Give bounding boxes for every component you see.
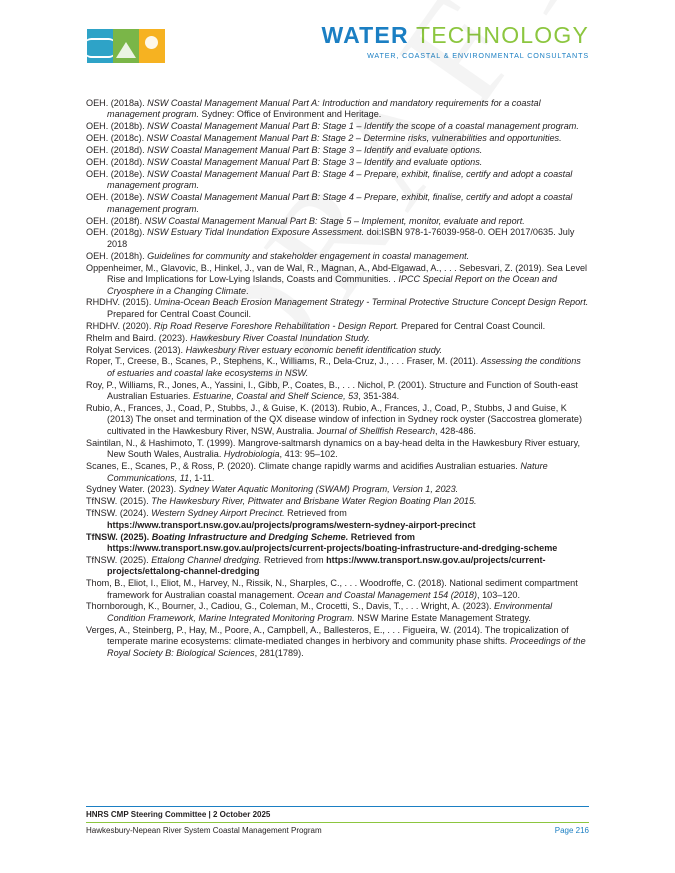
reference-text-run: , 1-11. (189, 472, 215, 483)
reference-entry (86, 169, 589, 192)
reference-text-run: Saintilan, N., & Hashimoto, T. (1999). Mangrove-saltmarsh dynamics on a bay-head delta in the Hawkesbury River estuary, New South Wales, Australia. (86, 437, 580, 460)
reference-text-run: NSW Coastal Management Manual Part B: Stage 4 – Prepare, exhibit, finalise, certify and adopt a coastal management program. (107, 168, 573, 191)
reference-text-run: Prepared for Central Coast Council. (398, 320, 546, 331)
reference-text-run: OEH. (2018d). (86, 145, 148, 156)
reference-text-run: Proceedings of the Royal Society B: Biological Sciences (107, 636, 586, 658)
reference-text-run: Retrieved from (348, 531, 415, 542)
logo-sun-panel (139, 29, 165, 63)
reference-text-run: NSW Marine Estate Management Strategy. (354, 612, 531, 623)
reference-entry (86, 555, 589, 578)
reference-text-run: OEH. (2018h). (86, 250, 148, 261)
reference-text-run: Estuarine, Coastal and Shelf Science, 53 (192, 391, 359, 402)
footer-committee-line: HNRS CMP Steering Committee | 2 October 2025 (86, 810, 271, 819)
reference-text-run: , 351-384. (358, 391, 400, 402)
reference-text-run: Sydney: Office of Environment and Heritage. (199, 109, 382, 120)
reference-entry (86, 297, 589, 320)
reference-text-run: Western Sydney Airport Precinct. (151, 508, 285, 519)
reference-entry (86, 263, 589, 297)
reference-entry (86, 133, 589, 144)
reference-text-run: Ettalong Channel dredging. (151, 554, 262, 565)
reference-entry (86, 251, 589, 262)
reference-text-run: . (246, 285, 249, 296)
reference-text-run: Rip Road Reserve Foreshore Rehabilitation - Design Report. (153, 320, 399, 331)
reference-text-run: Oppenheimer, M., Glavovic, B., Hinkel, J., van de Wal, R., Magnan, A., Abd-Elgawad, A., . . . Sebesvari, Z. (2019). Sea Level Rise and Implications for Low-Lying Islands, Coasts and Communities. . (86, 262, 588, 285)
reference-text-run: Umina-Ocean Beach Erosion Management Strategy - Terminal Protective Structure Concept Design Report. (153, 297, 589, 308)
reference-text-run: The Hawkesbury River, Pittwater and Brisbane Water Region Boating Plan 2015. (151, 496, 477, 507)
reference-entry (86, 356, 589, 379)
reference-text-run: , 281(1789). (254, 647, 304, 658)
reference-text-run: Hydrobiologia (223, 449, 280, 460)
reference-entry (86, 145, 589, 156)
reference-text-run: Scanes, E., Scanes, P., & Ross, P. (2020). Climate change rapidly warms and acidifies Australian estuaries. (86, 461, 521, 472)
reference-text-run: Guidelines for community and stakeholder engagement in coastal management. (147, 250, 470, 261)
reference-text-run: NSW Estuary Tidal Inundation Exposure Assessment. (147, 227, 365, 238)
footer-divider-mid (86, 822, 589, 823)
reference-entry (86, 121, 589, 132)
reference-text-run: Journal of Shellfish Research (316, 425, 436, 436)
reference-entry (86, 157, 589, 168)
brand-wordmark (321, 22, 589, 49)
reference-text-run: Roy, P., Williams, R., Jones, A., Yassini, I., Gibb, P., Coates, B., . . . Nichol, P. (2001). Structure and Function of South-east Australian Estuaries. (86, 379, 578, 402)
reference-text-run: NSW Coastal Management Manual Part A: Introduction and mandatory requirements for a coastal management program. (107, 98, 541, 120)
reference-entry (86, 227, 589, 250)
reference-text-run: Sydney Water. (2023). (86, 484, 179, 495)
reference-text-run: OEH. (2018b). (86, 121, 148, 132)
reference-text-run: OEH. (2018f). (86, 215, 145, 226)
water-technology-logo (321, 22, 589, 60)
reference-text-run: Nature Communications, 11 (107, 461, 548, 483)
reference-text-run: , 428-486. (435, 425, 476, 436)
reference-text-run: NSW Coastal Management Manual Part B: Stage 5 – Implement, monitor, evaluate and report. (144, 215, 525, 226)
brand-word-technology: TECHNOLOGY (415, 22, 589, 48)
reference-text-run: Sydney Water Aquatic Monitoring (SWAM) Program, Version 1, 2023. (178, 484, 459, 495)
reference-text-run: RHDHV. (2020). (86, 320, 154, 331)
reference-list (86, 98, 589, 659)
reference-text-run: Environmental Condition Framework, Marine Integrated Monitoring Program. (107, 601, 553, 623)
reference-text-run: https://www.transport.nsw.gov.au/projects/current-projects/ettalong-channel-dredging (107, 554, 546, 577)
reference-text-run: https://www.transport.nsw.gov.au/projects/programs/western-sydney-airport-precinct (107, 519, 476, 530)
reference-text-run: , 413: 95–102. (279, 449, 338, 460)
reference-text-run: Rubio, A., Frances, J., Coad, P., Stubbs, J., & Guise, K. (2013). Rubio, A., Frances, J., Coad, P., Stubbs, J and Guise, K (2013) The onset and termination of the QX disease window of infection in Sydney rock oyster (Saccostrea glomerate) cultivated in the Hawkesbury River, NSW, Australia. (86, 403, 582, 436)
reference-text-run: OEH. (2018c). (86, 133, 147, 144)
reference-entry (86, 484, 589, 495)
reference-text-run: OEH. (2018e). (86, 192, 148, 203)
reference-text-run: Rhelm and Baird. (2023). (86, 332, 191, 343)
reference-entry (86, 578, 589, 601)
footer-divider-top (86, 806, 589, 807)
reference-text-run: OEH. (2018e). (86, 168, 148, 179)
reference-entry (86, 192, 589, 215)
logo-water-panel (87, 29, 113, 63)
footer-program-line: Hawkesbury-Nepean River System Coastal Management Program (86, 826, 322, 835)
reference-entry (86, 461, 589, 484)
reference-text-run: Assessing the conditions of estuaries and coastal lake ecosystems in NSW. (107, 356, 581, 378)
reference-text-run: Verges, A., Steinberg, P., Hay, M., Poore, A., Campbell, A., Ballesteros, E., . . . Figueira, W. (2014). The tropicalization of temperate marine ecosystems: climate-mediated changes in herbivory and community phase shifts. (86, 624, 569, 647)
reference-entry (86, 345, 589, 356)
reference-text-run: Hawkesbury River estuary economic benefit identification study. (185, 344, 443, 355)
reference-text-run: , 103–120. (477, 589, 521, 600)
reference-entry (86, 333, 589, 344)
page-footer (86, 806, 589, 835)
reference-text-run: doi:ISBN 978-1-76039-958-0. OEH 2017/0635. July 2018 (107, 227, 575, 249)
reference-text-run: NSW Coastal Management Manual Part B: Stage 3 – Identify and evaluate options. (147, 157, 483, 168)
reference-text-run: OEH. (2018a). (86, 98, 148, 108)
reference-text-run: Thornborough, K., Bourner, J., Cadiou, G., Coleman, M., Crocetti, S., Davis, T., . . . Wright, A. (2023). (86, 601, 495, 612)
reference-text-run: OEH. (2018g). (86, 227, 148, 238)
reference-entry (86, 625, 589, 659)
footer-page-number: Page 216 (554, 826, 589, 835)
reference-text-run: Thom, B., Eliot, I., Eliot, M., Harvey, N., Rissik, N., Sharples, C., . . . Woodroffe, C. (2018). National sediment compartment framework for Australian coastal management. (86, 578, 578, 600)
reference-entry (86, 403, 589, 437)
reference-text-run: Roper, T., Creese, B., Scanes, P., Stephens, K., Williams, R., Dela-Cruz, J., . . . Fraser, M. (2011). (86, 356, 481, 367)
reference-text-run: https://www.transport.nsw.gov.au/projects/current-projects/boating-infrastructure-and-dredging-scheme (107, 542, 558, 553)
reference-text-run: RHDHV. (2015). (86, 297, 154, 308)
reference-entry (86, 380, 589, 403)
reference-text-run: Ocean and Coastal Management 154 (2018) (297, 589, 478, 600)
reference-entry (86, 496, 589, 507)
reference-entry (86, 532, 589, 555)
footer-bottom-row (86, 826, 589, 835)
brand-word-water: WATER (321, 22, 409, 48)
reference-text-run: NSW Coastal Management Manual Part B: Stage 2 – Determine risks, vulnerabilities and opportunities. (146, 133, 562, 144)
reference-text-run: TfNSW. (2015). (86, 496, 152, 507)
reference-text-run: NSW Coastal Management Manual Part B: Stage 4 – Prepare, exhibit, finalise, certify and adopt a coastal management program. (107, 192, 573, 214)
reference-text-run: OEH. (2018d). (86, 157, 148, 168)
reference-text-run: Hawkesbury River Coastal Inundation Study. (190, 332, 370, 343)
reference-text-run: Boating Infrastructure and Dredging Scheme. (151, 531, 349, 542)
reference-entry (86, 508, 589, 531)
reference-text-run: IPCC Special Report on the Ocean and Cryosphere in a Changing Climate (107, 274, 558, 296)
reference-text-run: NSW Coastal Management Manual Part B: Stage 3 – Identify and evaluate options. (147, 145, 483, 156)
reference-entry (86, 438, 589, 461)
hnrs-tricolour-logo (86, 28, 166, 64)
page-header (0, 22, 675, 72)
brand-tagline: WATER, COASTAL & ENVIRONMENTAL CONSULTANTS (367, 51, 589, 60)
reference-text-run: TfNSW. (2025). (86, 554, 152, 565)
reference-entry (86, 216, 589, 227)
reference-text-run: Prepared for Central Coast Council. (107, 308, 252, 319)
reference-text-run: Retrieved from (284, 508, 347, 519)
reference-text-run: TfNSW. (2024). (86, 508, 152, 519)
reference-text-run: Rolyat Services. (2013). (86, 344, 186, 355)
logo-land-panel (113, 29, 139, 63)
reference-text-run: NSW Coastal Management Manual Part B: Stage 1 – Identify the scope of a coastal management program. (147, 121, 579, 132)
reference-entry (86, 98, 589, 121)
reference-entry (86, 601, 589, 624)
reference-text-run: TfNSW. (2025). (86, 531, 152, 542)
reference-text-run: Retrieved from (261, 554, 327, 565)
reference-entry (86, 321, 589, 332)
